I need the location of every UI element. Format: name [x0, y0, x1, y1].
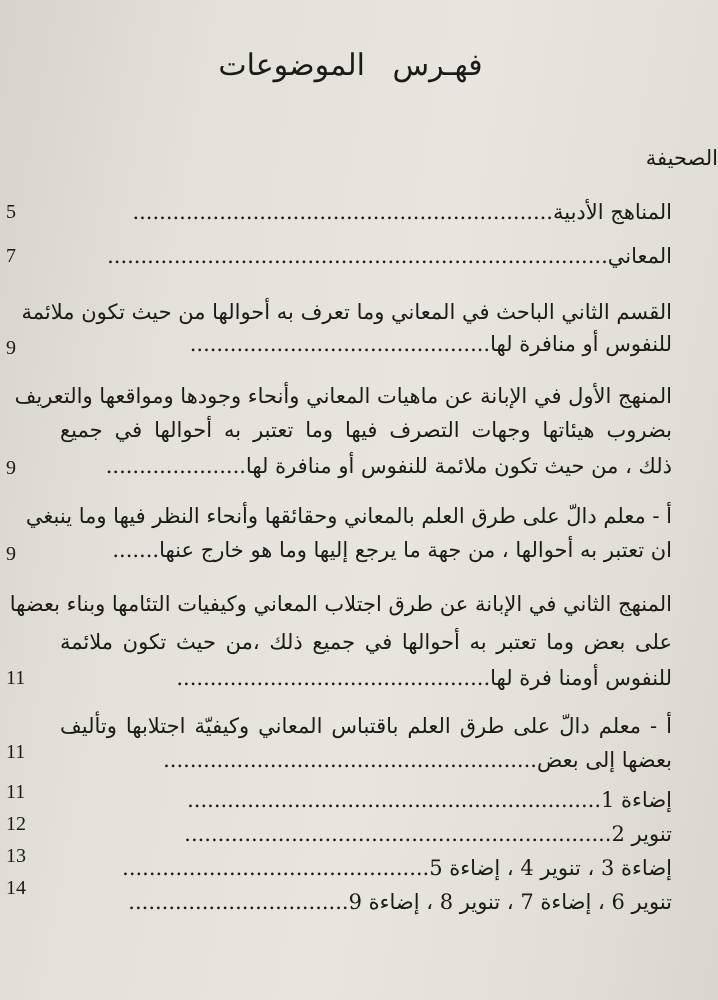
toc-page-number: 11	[6, 781, 26, 803]
toc-entry-line: للنفوس أومنا فرة لها...............................................	[176, 666, 672, 690]
toc-page-number: 7	[6, 245, 16, 267]
toc-entry-line: تنوير 6 ، إضاءة 7 ، تنوير 8 ، إضاءة 9.................................	[128, 890, 672, 914]
toc-entry-line: المعاني...........................................................................	[107, 244, 672, 268]
toc-page-number: 9	[6, 543, 16, 565]
toc-entry-line: أ - معلم دالّ على طرق العلم بالمعاني وحقائقها وأنحاء النظر فيها وما ينبغي	[25, 504, 672, 528]
toc-page-number: 13	[6, 845, 26, 867]
toc-page-number: 11	[6, 741, 26, 763]
toc-entry-line: أ - معلم دالّ على طرق العلم باقتباس المعاني وكيفيّة اجتلابها وتأليف	[60, 714, 672, 738]
toc-entry-line: إضاءة 3 ، تنوير 4 ، إضاءة 5..............................................	[122, 856, 672, 880]
toc-entry-line: تنوير 2................................................................	[184, 822, 672, 846]
toc-page-number: 5	[6, 201, 16, 223]
toc-entry-line: بعضها إلى بعض........................................................	[163, 748, 672, 772]
toc-entry-line: ذلك ، من حيث تكون ملائمة للنفوس أو منافرة لها.....................	[105, 454, 672, 478]
toc-page-number: 9	[6, 457, 16, 479]
toc-page-number: 12	[6, 813, 26, 835]
toc-entry-line: المنهج الثاني في الإبانة عن طرق اجتلاب المعاني وكيفيات التئامها وبناء بعضها	[9, 592, 672, 616]
page-column-header: الصحيفة	[645, 146, 718, 170]
toc-entry-line: على بعض وما تعتبر به أحوالها في جميع ذلك ،من حيث تكون ملائمة	[60, 630, 672, 654]
toc-entry-line: بضروب هيئاتها وجهات التصرف فيها وما تعتبر به أحوالها في جميع	[60, 418, 672, 442]
toc-page-number: 14	[6, 877, 26, 899]
toc-entry-line: المنهج الأول في الإبانة عن ماهيات المعاني وأنحاء وجودها ومواقعها والتعريف	[14, 384, 672, 408]
toc-entry-line: للنفوس أو منافرة لها.............................................	[189, 332, 672, 356]
toc-entry-line: المناهج الأدبية...............................................................	[132, 200, 672, 224]
toc-page-number: 11	[6, 667, 26, 689]
toc-entry-line: القسم الثاني الباحث في المعاني وما تعرف به أحوالها من حيث تكون ملائمة	[21, 300, 672, 324]
toc-page-number: 9	[6, 337, 16, 359]
page-title: فهـرس الموضوعات	[218, 48, 483, 83]
toc-entry-line: إضاءة 1..............................................................	[187, 788, 672, 812]
toc-entry-line: ان تعتبر به أحوالها ، من جهة ما يرجع إليها وما هو خارج عنها.......	[112, 538, 672, 562]
